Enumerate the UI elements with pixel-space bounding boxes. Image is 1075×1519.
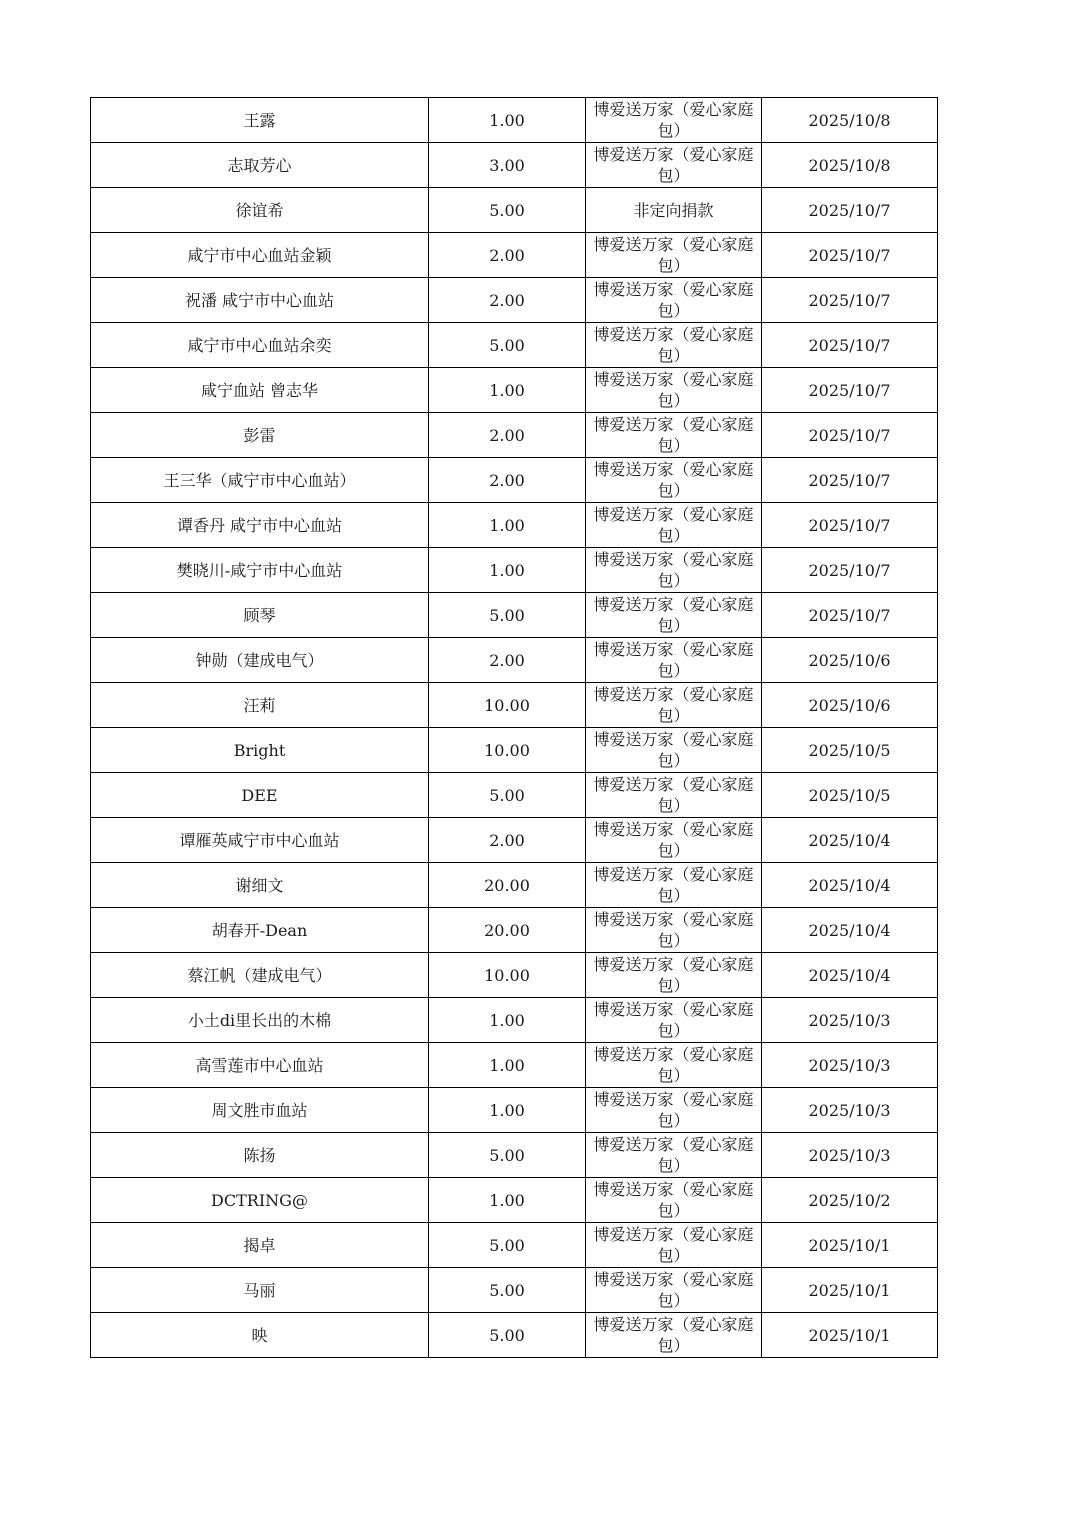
date-cell: 2025/10/7	[762, 188, 938, 233]
table-row	[91, 593, 938, 638]
project-cell: 博爱送万家（爱心家庭包）	[586, 908, 762, 953]
table-row	[91, 233, 938, 278]
table-row	[91, 458, 938, 503]
project-cell: 博爱送万家（爱心家庭包）	[586, 1313, 762, 1358]
date-cell: 2025/10/1	[762, 1313, 938, 1358]
project-cell: 博爱送万家（爱心家庭包）	[586, 683, 762, 728]
donor-name-cell: 马丽	[91, 1268, 429, 1313]
date-cell: 2025/10/7	[762, 503, 938, 548]
amount-cell: 2.00	[429, 413, 586, 458]
table-row	[91, 1178, 938, 1223]
amount-cell: 1.00	[429, 998, 586, 1043]
table-row	[91, 188, 938, 233]
date-cell: 2025/10/8	[762, 98, 938, 143]
amount-cell: 10.00	[429, 728, 586, 773]
donor-name-cell: 蔡江帆（建成电气）	[91, 953, 429, 998]
date-cell: 2025/10/4	[762, 908, 938, 953]
table-row	[91, 728, 938, 773]
donor-name-cell: 王三华（咸宁市中心血站）	[91, 458, 429, 503]
table-row	[91, 368, 938, 413]
project-cell: 博爱送万家（爱心家庭包）	[586, 1223, 762, 1268]
table-row	[91, 143, 938, 188]
donor-name-cell: 小土di里长出的木棉	[91, 998, 429, 1043]
donor-name-cell: 樊晓川-咸宁市中心血站	[91, 548, 429, 593]
donor-name-cell: 咸宁市中心血站金颖	[91, 233, 429, 278]
amount-cell: 2.00	[429, 638, 586, 683]
table-row	[91, 1313, 938, 1358]
project-cell: 博爱送万家（爱心家庭包）	[586, 1133, 762, 1178]
date-cell: 2025/10/6	[762, 683, 938, 728]
amount-cell: 5.00	[429, 773, 586, 818]
date-cell: 2025/10/4	[762, 818, 938, 863]
project-cell: 博爱送万家（爱心家庭包）	[586, 503, 762, 548]
amount-cell: 1.00	[429, 98, 586, 143]
date-cell: 2025/10/7	[762, 233, 938, 278]
amount-cell: 1.00	[429, 1088, 586, 1133]
table-row	[91, 413, 938, 458]
project-cell: 博爱送万家（爱心家庭包）	[586, 998, 762, 1043]
amount-cell: 5.00	[429, 1223, 586, 1268]
donor-name-cell: 揭卓	[91, 1223, 429, 1268]
amount-cell: 2.00	[429, 818, 586, 863]
date-cell: 2025/10/7	[762, 593, 938, 638]
amount-cell: 10.00	[429, 683, 586, 728]
project-cell: 博爱送万家（爱心家庭包）	[586, 1268, 762, 1313]
project-cell: 博爱送万家（爱心家庭包）	[586, 728, 762, 773]
table-row	[91, 503, 938, 548]
project-cell: 博爱送万家（爱心家庭包）	[586, 863, 762, 908]
project-cell: 博爱送万家（爱心家庭包）	[586, 413, 762, 458]
date-cell: 2025/10/3	[762, 1088, 938, 1133]
amount-cell: 2.00	[429, 233, 586, 278]
table-row	[91, 1223, 938, 1268]
date-cell: 2025/10/7	[762, 458, 938, 503]
table-row	[91, 818, 938, 863]
donor-name-cell: 彭雷	[91, 413, 429, 458]
amount-cell: 5.00	[429, 188, 586, 233]
amount-cell: 20.00	[429, 863, 586, 908]
date-cell: 2025/10/4	[762, 863, 938, 908]
date-cell: 2025/10/2	[762, 1178, 938, 1223]
donor-name-cell: 祝潘 咸宁市中心血站	[91, 278, 429, 323]
project-cell: 博爱送万家（爱心家庭包）	[586, 368, 762, 413]
donor-name-cell: 志取芳心	[91, 143, 429, 188]
donor-name-cell: 周文胜市血站	[91, 1088, 429, 1133]
date-cell: 2025/10/3	[762, 1133, 938, 1178]
amount-cell: 1.00	[429, 1178, 586, 1223]
amount-cell: 1.00	[429, 503, 586, 548]
table-row	[91, 683, 938, 728]
table-row	[91, 98, 938, 143]
donor-name-cell: 谢细文	[91, 863, 429, 908]
date-cell: 2025/10/7	[762, 413, 938, 458]
project-cell: 博爱送万家（爱心家庭包）	[586, 458, 762, 503]
table-row	[91, 638, 938, 683]
project-cell: 博爱送万家（爱心家庭包）	[586, 818, 762, 863]
date-cell: 2025/10/4	[762, 953, 938, 998]
table-row	[91, 1088, 938, 1133]
project-cell: 博爱送万家（爱心家庭包）	[586, 638, 762, 683]
donor-name-cell: 咸宁市中心血站余奕	[91, 323, 429, 368]
donation-table	[90, 97, 938, 1358]
project-cell: 博爱送万家（爱心家庭包）	[586, 323, 762, 368]
amount-cell: 3.00	[429, 143, 586, 188]
table-row	[91, 908, 938, 953]
amount-cell: 2.00	[429, 278, 586, 323]
donor-name-cell: 谭雁英咸宁市中心血站	[91, 818, 429, 863]
amount-cell: 5.00	[429, 323, 586, 368]
project-cell: 博爱送万家（爱心家庭包）	[586, 593, 762, 638]
date-cell: 2025/10/7	[762, 548, 938, 593]
donor-name-cell: 高雪莲市中心血站	[91, 1043, 429, 1088]
donor-name-cell: DCTRING@	[91, 1178, 429, 1223]
amount-cell: 1.00	[429, 368, 586, 413]
donation-table-body	[91, 98, 938, 1358]
amount-cell: 5.00	[429, 1268, 586, 1313]
donor-name-cell: 汪莉	[91, 683, 429, 728]
date-cell: 2025/10/7	[762, 368, 938, 413]
project-cell: 博爱送万家（爱心家庭包）	[586, 1088, 762, 1133]
date-cell: 2025/10/5	[762, 773, 938, 818]
amount-cell: 20.00	[429, 908, 586, 953]
donor-name-cell: 陈扬	[91, 1133, 429, 1178]
donor-name-cell: 胡春开-Dean	[91, 908, 429, 953]
date-cell: 2025/10/8	[762, 143, 938, 188]
table-row	[91, 773, 938, 818]
amount-cell: 10.00	[429, 953, 586, 998]
date-cell: 2025/10/3	[762, 1043, 938, 1088]
table-row	[91, 323, 938, 368]
date-cell: 2025/10/3	[762, 998, 938, 1043]
project-cell: 博爱送万家（爱心家庭包）	[586, 1043, 762, 1088]
donor-name-cell: 谭香丹 咸宁市中心血站	[91, 503, 429, 548]
project-cell: 博爱送万家（爱心家庭包）	[586, 98, 762, 143]
donor-name-cell: 徐谊希	[91, 188, 429, 233]
project-cell: 博爱送万家（爱心家庭包）	[586, 773, 762, 818]
project-cell: 博爱送万家（爱心家庭包）	[586, 1178, 762, 1223]
date-cell: 2025/10/6	[762, 638, 938, 683]
amount-cell: 2.00	[429, 458, 586, 503]
table-row	[91, 998, 938, 1043]
table-row	[91, 1268, 938, 1313]
donor-name-cell: 映	[91, 1313, 429, 1358]
table-row	[91, 863, 938, 908]
amount-cell: 1.00	[429, 548, 586, 593]
donor-name-cell: 顾琴	[91, 593, 429, 638]
table-row	[91, 1133, 938, 1178]
donor-name-cell: 钟勋（建成电气）	[91, 638, 429, 683]
amount-cell: 5.00	[429, 593, 586, 638]
date-cell: 2025/10/1	[762, 1268, 938, 1313]
table-row	[91, 953, 938, 998]
date-cell: 2025/10/5	[762, 728, 938, 773]
donor-name-cell: DEE	[91, 773, 429, 818]
donor-name-cell: Bright	[91, 728, 429, 773]
table-row	[91, 548, 938, 593]
project-cell: 博爱送万家（爱心家庭包）	[586, 278, 762, 323]
donor-name-cell: 咸宁血站 曾志华	[91, 368, 429, 413]
amount-cell: 1.00	[429, 1043, 586, 1088]
date-cell: 2025/10/7	[762, 278, 938, 323]
project-cell: 非定向捐款	[586, 188, 762, 233]
amount-cell: 5.00	[429, 1133, 586, 1178]
date-cell: 2025/10/7	[762, 323, 938, 368]
table-row	[91, 278, 938, 323]
amount-cell: 5.00	[429, 1313, 586, 1358]
project-cell: 博爱送万家（爱心家庭包）	[586, 953, 762, 998]
date-cell: 2025/10/1	[762, 1223, 938, 1268]
project-cell: 博爱送万家（爱心家庭包）	[586, 143, 762, 188]
project-cell: 博爱送万家（爱心家庭包）	[586, 233, 762, 278]
project-cell: 博爱送万家（爱心家庭包）	[586, 548, 762, 593]
table-row	[91, 1043, 938, 1088]
donor-name-cell: 王露	[91, 98, 429, 143]
